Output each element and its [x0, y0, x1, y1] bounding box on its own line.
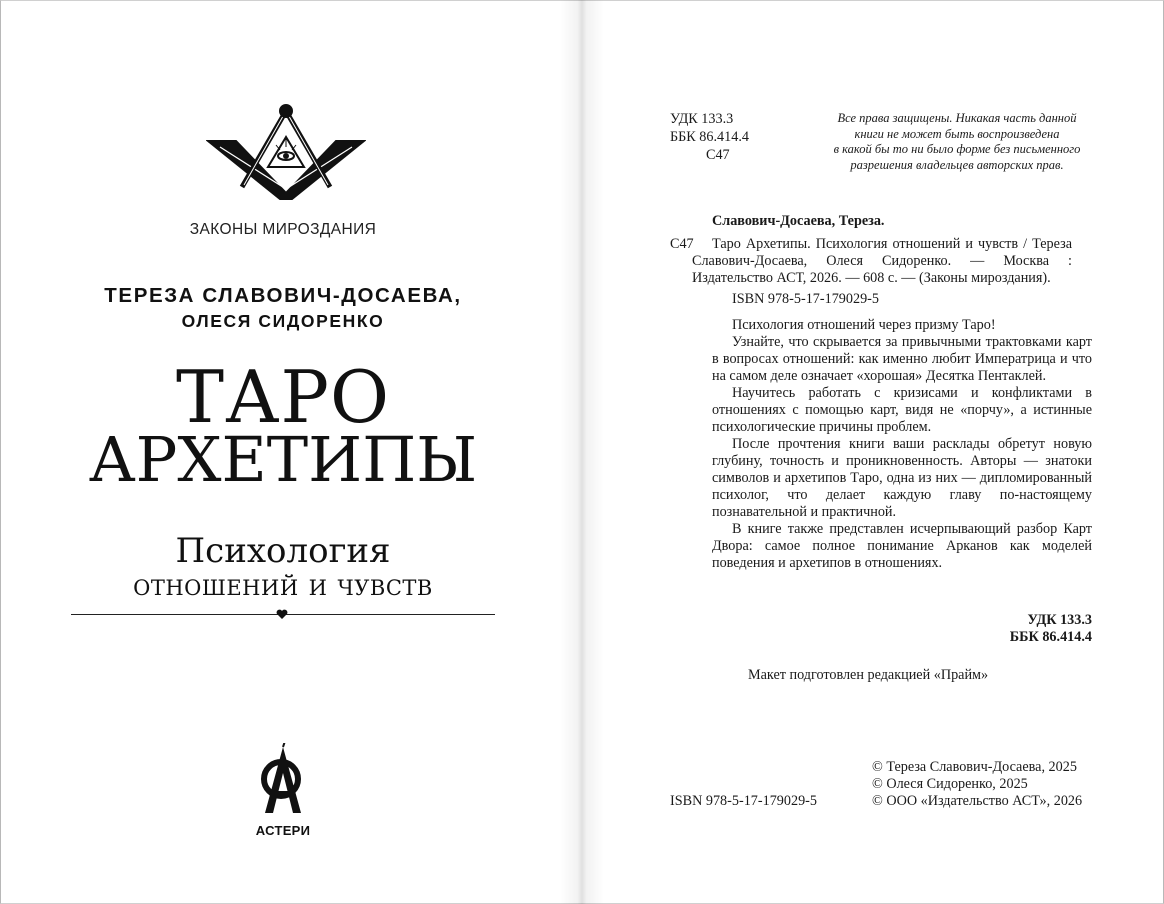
copyright-3: © ООО «Издательство АСТ», 2026 [872, 793, 1083, 809]
catalog-description [692, 236, 1072, 287]
catalog-author-heading: Славович-Досаева, Тереза. [712, 213, 885, 229]
masonic-compass-square-eye-icon [206, 101, 366, 201]
rights-notice [820, 111, 1094, 173]
annotation [712, 317, 1092, 572]
description-text: Таро Архетипы. Психология отношений и чувств / Тереза Славович-Досаева, Олеся Сидоренко. — Москва : Издательство АСТ, 2026. — 608 с. — (Законы мироздания). [692, 236, 1072, 286]
book-title-line-1: ТАРО [175, 355, 391, 439]
annotation-paragraph: Узнайте, что скрывается за привычными трактовками карт в вопросах отношений: как именно любит Императрица и что на самом деле означает «хорошая» Десятка Пентаклей. [712, 334, 1092, 384]
catalog-code: С47 [670, 236, 694, 252]
udk-bold: УДК 133.3 [1027, 612, 1092, 628]
annotation-paragraph: Психология отношений через призму Таро! [732, 317, 996, 333]
bbk-code: ББК 86.414.4 [670, 129, 749, 145]
footer-isbn: ISBN 978-5-17-179029-5 [670, 793, 817, 809]
author-code: С47 [706, 147, 730, 163]
layout-note: Макет подготовлен редакцией «Прайм» [748, 667, 989, 683]
annotation-paragraph: В книге также представлен исчерпывающий разбор Карт Двора: самое полное понимание Арканов как моделей поведения и архетипов в отношениях. [712, 521, 1092, 571]
author-line-2: ОЛЕСЯ СИДОРЕНКО [181, 311, 385, 331]
publisher-name: АСТЕРИ [255, 823, 311, 838]
udk-code: УДК 133.3 [670, 111, 734, 127]
book-subtitle-line-2: отношений и чувств [133, 568, 433, 603]
rights-line-4: разрешения владельцев авторских прав. [850, 157, 1064, 172]
copyright-2: © Олеся Сидоренко, 2025 [872, 776, 1028, 792]
heart-icon [276, 609, 288, 620]
publisher-logo-icon [259, 743, 307, 821]
series-name: ЗАКОНЫ МИРОЗДАНИЯ [189, 221, 377, 238]
book-subtitle-line-1: Психология [175, 531, 391, 571]
rights-line-1: Все права защищены. Никакая часть данной [837, 111, 1077, 125]
annotation-paragraph: Научитесь работать с кризисами и конфликтами в отношениях с помощью карт, видя не «порчу», а истинные психологические причины проблем. [712, 385, 1092, 435]
annotation-paragraph: После прочтения книги ваши расклады обретут новую глубину, точность и проникновенность. Авторы — знатоки символов и архетипов Таро, одна из них — дипломированный психолог, что делает каждую главу по-настоящему познавательной и практичной. [712, 436, 1092, 520]
rights-line-3: в какой бы то ни было форме без письменного [833, 142, 1081, 156]
catalog-isbn: ISBN 978-5-17-179029-5 [732, 291, 879, 307]
rights-line-2: книги не может быть воспроизведена [854, 126, 1060, 141]
bbk-bold: ББК 86.414.4 [1009, 629, 1092, 645]
book-title-line-2: АРХЕТИПЫ [88, 423, 478, 496]
copyright-page [582, 0, 1164, 904]
copyright-1: © Тереза Славович-Досаева, 2025 [872, 759, 1077, 775]
author-line-1: ТЕРЕЗА СЛАВОВИЧ-ДОСАЕВА, [104, 284, 462, 307]
